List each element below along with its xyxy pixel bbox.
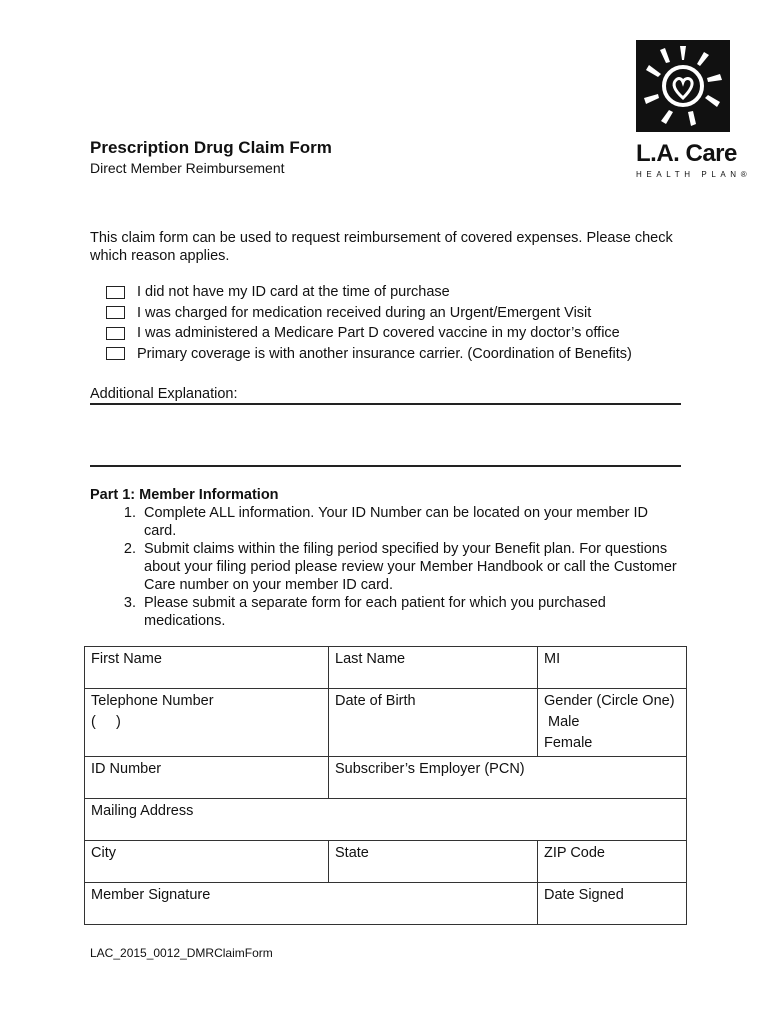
reason-checkbox[interactable] (106, 306, 125, 319)
telephone-label: Telephone Number (91, 693, 214, 709)
zip-label: ZIP Code (544, 845, 605, 861)
gender-label: Gender (Circle One) (544, 693, 675, 709)
reason-item (106, 344, 632, 365)
gender-option-female[interactable]: Female (544, 735, 593, 751)
brand-name: L.A. Care (636, 140, 737, 167)
reason-label: I was administered a Medicare Part D covered vaccine in my doctor’s office (137, 325, 620, 342)
member-signature-field[interactable] (85, 883, 538, 925)
page-title: Prescription Drug Claim Form (90, 138, 332, 157)
brand-subtitle: HEALTH PLAN® (636, 170, 752, 179)
additional-explanation-line-2[interactable] (90, 465, 681, 467)
page-subtitle: Direct Member Reimbursement (90, 160, 285, 176)
instruction-number: 3. (123, 595, 136, 611)
la-care-logo (636, 40, 730, 132)
gender-option-male[interactable]: Male (548, 714, 580, 730)
gender-field[interactable] (538, 689, 687, 757)
reason-label: I did not have my ID card at the time of purchase (137, 284, 450, 301)
member-info-table (84, 646, 687, 925)
employer-label: Subscriber’s Employer (PCN) (335, 761, 525, 777)
additional-explanation-line-1[interactable] (90, 403, 681, 405)
area-code-parens: ( ) (91, 714, 121, 730)
instruction-number: 2. (123, 541, 136, 557)
mi-field[interactable] (538, 647, 687, 689)
state-label: State (335, 845, 369, 861)
mailing-address-field[interactable] (85, 799, 687, 841)
zip-field[interactable] (538, 841, 687, 883)
member-signature-label: Member Signature (91, 887, 211, 903)
dob-label: Date of Birth (335, 693, 416, 709)
form-code-footer: LAC_2015_0012_DMRClaimForm (90, 946, 273, 960)
instruction-number: 1. (123, 505, 136, 521)
reason-item (106, 323, 632, 344)
instruction-text: Please submit a separate form for each patient for which you purchased medications. (144, 595, 606, 629)
telephone-field[interactable] (85, 689, 329, 757)
instruction-text: Submit claims within the filing period specified by your Benefit plan. For questions about your filing period please review your Member Handbook or call the Customer Care number on your member ID card. (144, 541, 677, 593)
reason-item (106, 303, 632, 324)
date-signed-label: Date Signed (544, 887, 624, 903)
date-signed-field[interactable] (538, 883, 687, 925)
part1-instructions (90, 504, 680, 630)
instruction-item (90, 594, 680, 630)
part1-title: Part 1: Member Information (90, 487, 279, 503)
intro-text: This claim form can be used to request reimbursement of covered expenses. Please check which reason applies. (90, 230, 673, 264)
state-field[interactable] (329, 841, 538, 883)
mi-label: MI (544, 651, 561, 667)
last-name-label: Last Name (335, 651, 406, 667)
reason-label: Primary coverage is with another insurance carrier. (Coordination of Benefits) (137, 345, 632, 362)
instruction-text: Complete ALL information. Your ID Number can be located on your member ID card. (144, 505, 649, 539)
dob-field[interactable] (329, 689, 538, 757)
last-name-field[interactable] (329, 647, 538, 689)
mailing-address-label: Mailing Address (91, 803, 194, 819)
employer-field[interactable] (329, 757, 687, 799)
reason-checkbox[interactable] (106, 286, 125, 299)
city-label: City (91, 845, 116, 861)
reason-checkbox[interactable] (106, 347, 125, 360)
instruction-item (90, 540, 680, 594)
additional-explanation-label: Additional Explanation: (90, 386, 238, 402)
id-number-field[interactable] (85, 757, 329, 799)
first-name-field[interactable] (85, 647, 329, 689)
id-number-label: ID Number (91, 761, 162, 777)
reason-label: I was charged for medication received during an Urgent/Emergent Visit (137, 304, 592, 321)
sun-heart-icon (636, 40, 730, 132)
city-field[interactable] (85, 841, 329, 883)
first-name-label: First Name (91, 651, 162, 667)
reason-checkbox[interactable] (106, 327, 125, 340)
reason-item (106, 282, 632, 303)
instruction-item (90, 504, 680, 540)
reason-checklist (106, 282, 632, 364)
